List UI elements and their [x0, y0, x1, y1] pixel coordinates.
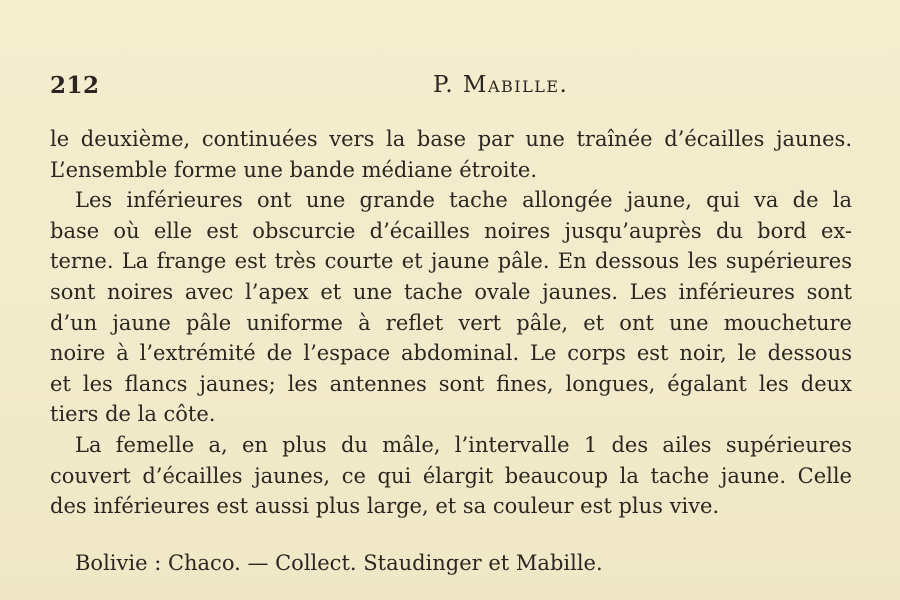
text-line: d’un jaune pâle uniforme à reflet vert pâle, et ont une moucheture [50, 310, 852, 335]
text-line: noire à l’extrémité de l’espace abdominal. Le corps est noir, le dessous [50, 341, 852, 366]
text-line: Les inférieures ont une grande tache allongée jaune, qui va de la [75, 188, 852, 213]
text-line: terne. La frange est très courte et jaune pâle. En dessous les supérieures [50, 249, 852, 274]
text-line: des inférieures est aussi plus large, et sa couleur est plus vive. [50, 494, 720, 519]
text-line: et les flancs jaunes; les antennes sont fines, longues, égalant les deux [50, 371, 852, 396]
page-number: 212 [50, 72, 100, 99]
locality-line: Bolivie : Chaco. — Collect. Staudinger et Mabille. [75, 551, 603, 575]
text-line: tiers de la côte. [50, 402, 216, 427]
text-line: L’ensemble forme une bande médiane étroite. [50, 157, 538, 182]
page-header [50, 72, 850, 102]
text-line: La femelle a, en plus du mâle, l’intervalle 1 des ailes supérieures [75, 432, 852, 457]
running-head: P. Mabille. [433, 72, 569, 98]
text-line: le deuxième, continuées vers la base par une traînée d’écailles jaunes. [50, 127, 852, 151]
body-text [50, 124, 852, 522]
text-line: sont noires avec l’apex et une tache ovale jaunes. Les inférieures sont [50, 279, 852, 304]
text-line: couvert d’écailles jaunes, ce qui élargit beaucoup la tache jaune. Celle [50, 463, 852, 488]
text-line: base où elle est obscurcie d’écailles noires jusqu’auprès du bord ex- [50, 218, 852, 243]
